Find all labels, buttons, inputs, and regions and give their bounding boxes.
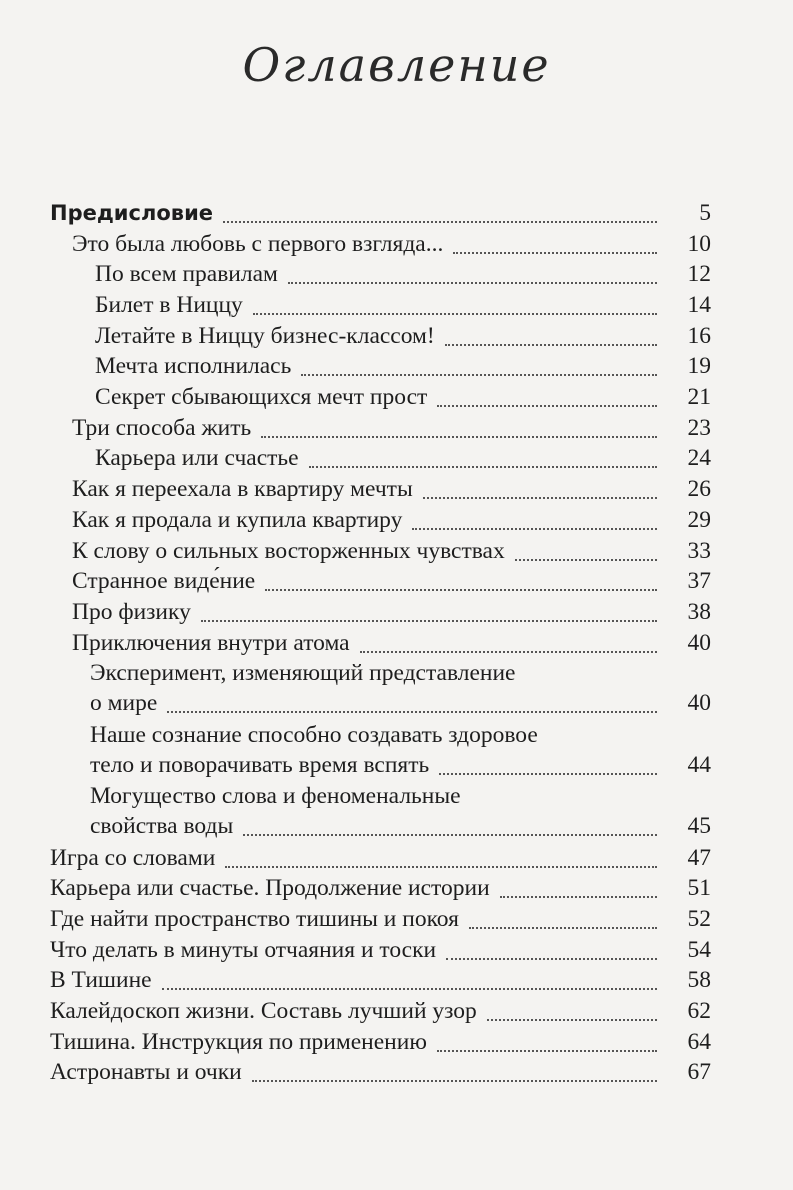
toc-entry-page: 16 xyxy=(687,323,711,349)
toc-entry-label: о мире xyxy=(90,690,158,716)
leader-dots xyxy=(446,957,657,960)
leader-dots xyxy=(515,558,657,561)
leader-dots xyxy=(265,588,657,591)
toc-entry-label: Это была любовь с первого взгляда... xyxy=(72,231,444,257)
toc-entry-label-line1: Наше сознание способно создавать здоровое xyxy=(90,722,538,748)
toc-entry-page: 38 xyxy=(687,599,711,625)
leader-dots xyxy=(162,987,657,990)
toc-entry-page: 58 xyxy=(687,967,711,993)
leader-dots xyxy=(453,251,657,254)
toc-entry-label: Тишина. Инструкция по применению xyxy=(50,1029,427,1055)
toc-entry-page: 12 xyxy=(687,261,711,287)
leader-dots xyxy=(167,710,657,713)
leader-dots xyxy=(309,465,657,468)
toc-entry-label: Астронавты и очки xyxy=(50,1059,242,1085)
toc-entry-label: Секрет сбывающихся мечт прост xyxy=(95,384,428,410)
toc-entry[interactable] xyxy=(0,1027,793,1057)
leader-dots xyxy=(288,281,657,284)
toc-entry-multiline[interactable] xyxy=(0,658,793,719)
toc-entry-page: 37 xyxy=(687,568,711,594)
toc-entry-preface[interactable] xyxy=(0,198,793,228)
toc-entry[interactable] xyxy=(0,1057,793,1087)
toc-entry-label: Как я переехала в квартиру мечты xyxy=(72,476,413,502)
toc-entry-label: свойства воды xyxy=(90,813,234,839)
leader-dots xyxy=(439,772,657,775)
toc-entry-label: Что делать в минуты отчаяния и тоски xyxy=(50,937,437,963)
leader-dots xyxy=(201,619,657,622)
toc-entry-label-line1: Эксперимент, изменяющий представление xyxy=(90,660,516,686)
toc-entry-label: Предисловие xyxy=(50,201,214,225)
toc-entry-page: 24 xyxy=(687,445,711,471)
toc-entry[interactable] xyxy=(0,536,793,566)
toc-entry[interactable] xyxy=(0,443,793,473)
toc-entry[interactable] xyxy=(0,505,793,535)
toc-entry[interactable] xyxy=(0,843,793,873)
toc-entry[interactable] xyxy=(0,566,793,596)
toc-entry-multiline[interactable] xyxy=(0,781,793,842)
toc-entry-page: 62 xyxy=(687,998,711,1024)
leader-dots xyxy=(243,833,657,836)
leader-dots xyxy=(225,865,657,868)
toc-entry[interactable] xyxy=(0,474,793,504)
toc-entry-page: 21 xyxy=(687,384,711,410)
toc-entry[interactable] xyxy=(0,259,793,289)
toc-entry-label: Билет в Ниццу xyxy=(95,292,243,318)
toc-entry[interactable] xyxy=(0,351,793,381)
toc-entry-page: 19 xyxy=(687,353,711,379)
toc-entry-label-line1: Могущество слова и феноменальные xyxy=(90,783,461,809)
toc-entry[interactable] xyxy=(0,904,793,934)
toc-entry[interactable] xyxy=(0,873,793,903)
toc-entry[interactable] xyxy=(0,321,793,351)
page-title: Оглавление xyxy=(242,38,551,92)
toc-entry-page: 26 xyxy=(687,476,711,502)
toc-entry-label: Карьера или счастье xyxy=(95,445,299,471)
toc-entry-page: 67 xyxy=(687,1059,711,1085)
toc-entry-label: К слову о сильных восторженных чувствах xyxy=(72,538,505,564)
toc-entry-page: 45 xyxy=(687,813,711,839)
toc-entry-page: 23 xyxy=(687,415,711,441)
toc-entry-page: 29 xyxy=(687,507,711,533)
toc-entry-page: 40 xyxy=(687,630,711,656)
toc-entry[interactable] xyxy=(0,290,793,320)
toc-entry-label: тело и поворачивать время вспять xyxy=(90,752,430,778)
toc-entry-label: Летайте в Ниццу бизнес-классом! xyxy=(95,323,435,349)
leader-dots xyxy=(252,1079,657,1082)
toc-entry-page: 44 xyxy=(687,752,711,778)
toc-entry[interactable] xyxy=(0,965,793,995)
toc-entry-label: Калейдоскоп жизни. Составь лучший узор xyxy=(50,998,477,1024)
leader-dots xyxy=(437,404,657,407)
toc-entry-page: 5 xyxy=(699,200,711,226)
toc-entry-label: Про физику xyxy=(72,599,191,625)
toc-entry[interactable] xyxy=(0,382,793,412)
toc-entry[interactable] xyxy=(0,229,793,259)
leader-dots xyxy=(223,220,657,223)
leader-dots xyxy=(301,373,657,376)
toc-entry-page: 33 xyxy=(687,538,711,564)
toc-entry-label: Приключения внутри атома xyxy=(72,630,350,656)
toc-entry-page: 64 xyxy=(687,1029,711,1055)
toc-entry-label: Мечта исполнилась xyxy=(95,353,292,379)
toc-entry[interactable] xyxy=(0,935,793,965)
leader-dots xyxy=(253,312,657,315)
toc-entry-label: Странное виде́ние xyxy=(72,568,256,594)
leader-dots xyxy=(261,435,657,438)
leader-dots xyxy=(469,926,657,929)
toc-entry-multiline[interactable] xyxy=(0,720,793,781)
toc-entry-label: Три способа жить xyxy=(72,415,252,441)
toc-entry-page: 51 xyxy=(687,875,711,901)
toc-entry-label: Игра со словами xyxy=(50,845,216,871)
toc-entry-page: 14 xyxy=(687,292,711,318)
toc-entry-page: 40 xyxy=(687,690,711,716)
leader-dots xyxy=(445,343,657,346)
toc-entry-label: Где найти пространство тишины и покоя xyxy=(50,906,459,932)
leader-dots xyxy=(360,650,657,653)
leader-dots xyxy=(412,527,657,530)
toc-entry-label: Карьера или счастье. Продолжение истории xyxy=(50,875,490,901)
toc-entry-label: По всем правилам xyxy=(95,261,278,287)
toc-entry[interactable] xyxy=(0,597,793,627)
toc-entry-page: 52 xyxy=(687,906,711,932)
toc-entry-page: 47 xyxy=(687,845,711,871)
leader-dots xyxy=(437,1049,657,1052)
toc-entry[interactable] xyxy=(0,628,793,658)
toc-entry-label: В Тишине xyxy=(50,967,152,993)
leader-dots xyxy=(423,496,657,499)
toc-entry-page: 54 xyxy=(687,937,711,963)
leader-dots xyxy=(487,1018,657,1021)
toc-entry[interactable] xyxy=(0,413,793,443)
leader-dots xyxy=(500,895,657,898)
toc-entry-label: Как я продала и купила квартиру xyxy=(72,507,403,533)
toc-entry-page: 10 xyxy=(687,231,711,257)
toc-entry[interactable] xyxy=(0,996,793,1026)
